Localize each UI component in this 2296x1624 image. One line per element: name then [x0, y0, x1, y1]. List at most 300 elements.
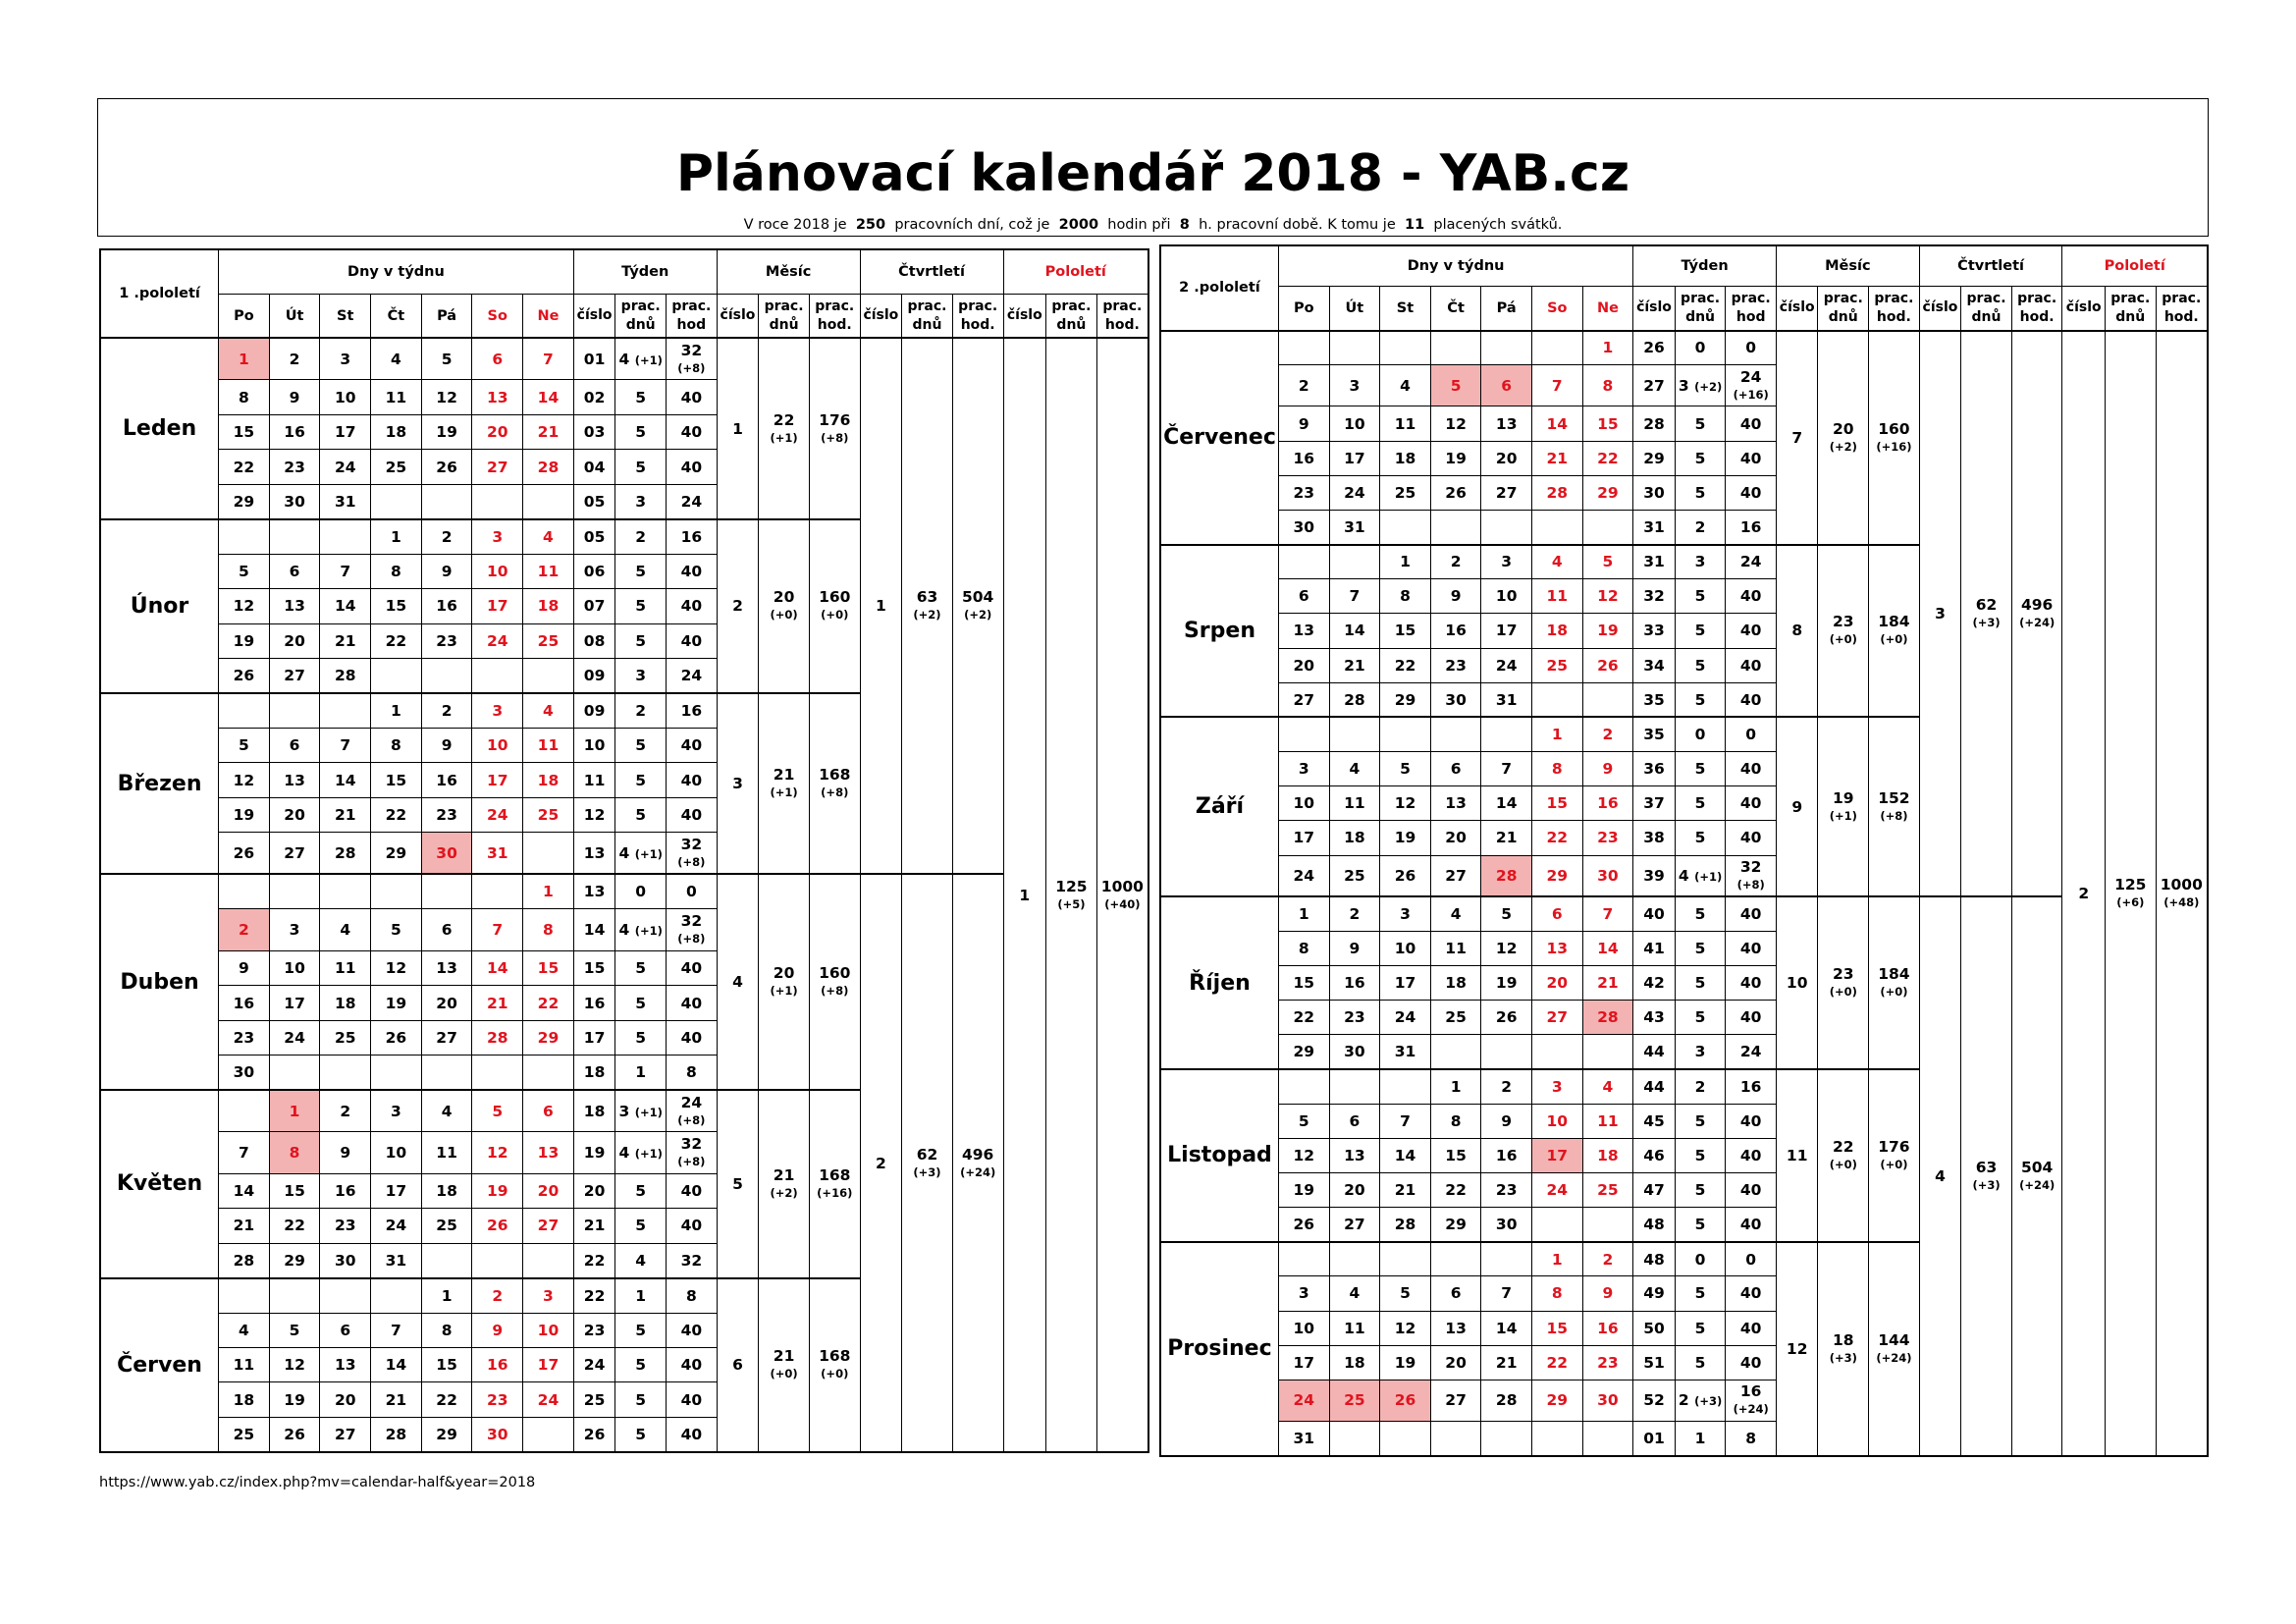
day-cell: 8	[1278, 931, 1329, 965]
week-work-hours: 40	[1726, 406, 1777, 441]
week-work-days: 5	[1675, 1138, 1726, 1172]
day-cell: 17	[1278, 1345, 1329, 1380]
month-work-days	[759, 874, 810, 1090]
month-name: Listopad	[1160, 1069, 1278, 1242]
day-cell: 27	[1278, 682, 1329, 717]
quarter-work-hours-value: 496	[2020, 595, 2054, 614]
day-cell	[523, 659, 574, 693]
day-cell: 12	[1278, 1138, 1329, 1172]
day-cell	[1481, 331, 1532, 365]
day-cell: 6	[1430, 752, 1481, 786]
month-work-days-value: 21	[773, 1165, 795, 1184]
day-cell: 23	[472, 1382, 523, 1417]
day-cell: 10	[1380, 931, 1431, 965]
week-work-hours: 40	[1726, 1138, 1777, 1172]
header-work-hours: prac. hod.	[809, 294, 860, 338]
week-number: 28	[1633, 406, 1676, 441]
day-cell	[1582, 510, 1633, 544]
day-cell: 7	[472, 909, 523, 951]
day-cell: 3	[472, 519, 523, 554]
quarter-work-hours-delta: (+2)	[964, 608, 992, 623]
month-work-days-value: 22	[773, 410, 795, 429]
day-cell	[523, 833, 574, 875]
day-cell: 23	[1582, 1345, 1633, 1380]
week-work-days-delta: (+3)	[1694, 1394, 1723, 1409]
week-work-days: 5	[1675, 752, 1726, 786]
day-cell: 25	[1329, 1380, 1380, 1421]
day-cell: 18	[523, 763, 574, 797]
day-cell	[219, 519, 270, 554]
day-cell	[1532, 1422, 1583, 1456]
day-cell: 19	[219, 797, 270, 832]
header-day-name: Út	[269, 294, 320, 338]
week-number: 15	[573, 950, 615, 985]
week-work-hours: 40	[667, 763, 718, 797]
day-cell: 16	[1430, 614, 1481, 648]
day-cell: 20	[1329, 1172, 1380, 1207]
day-cell: 25	[523, 623, 574, 658]
day-cell: 30	[421, 833, 472, 875]
day-cell: 20	[1430, 821, 1481, 855]
day-cell: 24	[1481, 648, 1532, 682]
day-cell: 30	[1329, 1035, 1380, 1069]
month-work-days-value: 23	[1832, 613, 1854, 631]
day-cell: 17	[1278, 821, 1329, 855]
day-cell: 16	[472, 1348, 523, 1382]
month-work-hours-delta: (+0)	[1880, 985, 1908, 1000]
day-cell	[1380, 1422, 1431, 1456]
day-cell	[1278, 717, 1329, 751]
month-work-days-value: 20	[773, 588, 795, 607]
day-cell	[523, 1243, 574, 1277]
day-cell	[219, 1278, 270, 1313]
day-cell: 18	[219, 1382, 270, 1417]
week-number: 48	[1633, 1242, 1676, 1276]
header-number: číslo	[1003, 294, 1046, 338]
day-cell	[1329, 331, 1380, 365]
day-cell: 25	[1380, 475, 1431, 510]
quarter-work-days-delta: (+3)	[913, 1164, 941, 1179]
week-work-hours: 40	[667, 1348, 718, 1382]
day-cell: 17	[472, 589, 523, 623]
week-work-days: 5	[1675, 931, 1726, 965]
day-cell: 21	[1532, 441, 1583, 475]
day-cell: 20	[1532, 966, 1583, 1001]
day-cell: 12	[219, 589, 270, 623]
day-cell: 19	[1380, 1345, 1431, 1380]
week-number: 34	[1633, 648, 1676, 682]
quarter-work-days-delta: (+3)	[1972, 615, 2001, 629]
day-cell: 28	[1532, 475, 1583, 510]
day-cell: 28	[523, 450, 574, 484]
month-work-days-value: 19	[1832, 788, 1854, 807]
day-cell: 8	[219, 380, 270, 414]
day-cell: 25	[1582, 1172, 1633, 1207]
day-cell: 3	[1329, 365, 1380, 406]
day-cell: 2	[1278, 365, 1329, 406]
quarter-work-hours-delta: (+24)	[2019, 1178, 2056, 1193]
quarter-work-days-delta: (+2)	[913, 608, 941, 623]
week-work-days-value: 2	[1678, 1391, 1689, 1410]
day-cell: 20	[1278, 648, 1329, 682]
month-work-days-value: 20	[773, 964, 795, 983]
header-work-days: prac. dnů	[759, 294, 810, 338]
week-work-hours: 16	[667, 693, 718, 728]
day-cell: 9	[421, 729, 472, 763]
day-cell	[219, 874, 270, 908]
day-cell: 19	[219, 623, 270, 658]
week-work-hours-value: 32	[1739, 857, 1762, 876]
day-cell: 5	[1380, 752, 1431, 786]
week-number: 36	[1633, 752, 1676, 786]
day-cell: 1	[1582, 331, 1633, 365]
week-number: 13	[573, 833, 615, 875]
week-number: 41	[1633, 931, 1676, 965]
day-cell: 15	[1430, 1138, 1481, 1172]
header-quarter: Čtvrtletí	[1919, 245, 2062, 287]
day-cell: 5	[1481, 896, 1532, 931]
half-work-hours-value: 1000	[2160, 875, 2203, 893]
day-cell: 26	[219, 659, 270, 693]
month-work-days-value: 22	[1832, 1137, 1854, 1156]
day-cell	[472, 874, 523, 908]
week-number: 46	[1633, 1138, 1676, 1172]
month-number: 9	[1776, 717, 1818, 896]
day-cell: 15	[1582, 406, 1633, 441]
day-cell: 4	[523, 519, 574, 554]
month-work-days-value: 21	[773, 1347, 795, 1366]
quarter-work-hours	[952, 338, 1003, 874]
day-cell: 3	[1278, 752, 1329, 786]
day-cell: 29	[421, 1417, 472, 1452]
month-work-days	[759, 1278, 810, 1452]
day-cell: 6	[1481, 365, 1532, 406]
day-cell: 19	[1430, 441, 1481, 475]
quarter-work-hours-delta: (+24)	[2019, 615, 2056, 629]
day-cell: 16	[1278, 441, 1329, 475]
week-work-days: 5	[615, 950, 667, 985]
week-number: 48	[1633, 1208, 1676, 1242]
half-label: 1 .pololetí	[100, 249, 219, 338]
day-cell	[371, 874, 422, 908]
day-cell: 1	[523, 874, 574, 908]
day-cell: 16	[1582, 1311, 1633, 1345]
month-work-days-delta: (+0)	[770, 608, 798, 623]
week-work-days-delta: (+1)	[634, 924, 663, 939]
day-cell: 2	[1582, 1242, 1633, 1276]
header-work-days: prac. dnů	[1046, 294, 1097, 338]
header-quarter: Čtvrtletí	[860, 249, 1003, 294]
week-number: 25	[573, 1382, 615, 1417]
day-cell: 2	[1481, 1069, 1532, 1104]
week-work-hours: 8	[667, 1278, 718, 1313]
day-cell: 7	[219, 1132, 270, 1174]
month-work-days	[1818, 545, 1869, 718]
week-work-hours: 40	[667, 623, 718, 658]
day-cell: 8	[523, 909, 574, 951]
week-work-days: 5	[615, 1020, 667, 1055]
week-number: 08	[573, 623, 615, 658]
day-cell	[1329, 545, 1380, 579]
day-cell: 29	[1380, 682, 1431, 717]
week-work-days: 5	[615, 986, 667, 1020]
day-cell: 13	[269, 589, 320, 623]
day-cell: 24	[1380, 1001, 1431, 1035]
month-work-hours-delta: (+0)	[1880, 1157, 1908, 1171]
month-work-hours-delta: (+8)	[821, 430, 849, 445]
day-cell: 13	[1532, 931, 1583, 965]
day-cell: 16	[1481, 1138, 1532, 1172]
month-number: 2	[717, 519, 759, 693]
week-work-hours: 24	[1726, 1035, 1777, 1069]
day-cell: 1	[1430, 1069, 1481, 1104]
day-cell: 8	[1430, 1104, 1481, 1138]
day-cell: 10	[269, 950, 320, 985]
month-work-days-delta: (+2)	[770, 1185, 798, 1200]
day-cell: 23	[1278, 475, 1329, 510]
day-cell: 14	[1329, 614, 1380, 648]
day-cell: 11	[320, 950, 371, 985]
day-cell: 2	[421, 693, 472, 728]
month-work-days-delta: (+2)	[1829, 439, 1857, 454]
day-cell: 18	[320, 986, 371, 1020]
week-work-hours: 24	[667, 659, 718, 693]
day-cell: 28	[320, 659, 371, 693]
week-work-days	[1675, 855, 1726, 896]
day-cell: 27	[523, 1209, 574, 1243]
day-cell: 9	[1481, 1104, 1532, 1138]
day-cell: 17	[472, 763, 523, 797]
day-cell: 3	[1380, 896, 1431, 931]
day-cell: 10	[1532, 1104, 1583, 1138]
day-cell: 21	[320, 797, 371, 832]
day-cell: 22	[371, 797, 422, 832]
month-number: 1	[717, 338, 759, 518]
day-cell: 17	[1481, 614, 1532, 648]
day-cell: 17	[1380, 966, 1431, 1001]
day-cell: 24	[1278, 1380, 1329, 1421]
quarter-work-hours	[2011, 331, 2062, 897]
week-work-days: 5	[1675, 966, 1726, 1001]
day-cell: 15	[269, 1173, 320, 1208]
day-cell: 18	[1380, 441, 1431, 475]
day-cell	[1278, 331, 1329, 365]
day-cell: 15	[1380, 614, 1431, 648]
week-work-days: 5	[1675, 1276, 1726, 1311]
half-work-days	[2105, 331, 2156, 1456]
header-number: číslo	[860, 294, 902, 338]
quarter-number: 2	[860, 874, 902, 1452]
day-cell: 3	[1278, 1276, 1329, 1311]
day-cell: 30	[472, 1417, 523, 1452]
week-work-hours-delta: (+8)	[677, 932, 706, 947]
day-cell	[1380, 510, 1431, 544]
summary-text: h. pracovní době. K tomu je	[1199, 217, 1396, 233]
day-cell: 27	[269, 659, 320, 693]
day-cell: 11	[371, 380, 422, 414]
week-number: 38	[1633, 821, 1676, 855]
quarter-work-hours-value: 496	[961, 1145, 994, 1164]
day-cell: 18	[1329, 821, 1380, 855]
month-name: Leden	[100, 338, 219, 518]
week-work-days: 2	[615, 519, 667, 554]
day-cell: 2	[472, 1278, 523, 1313]
week-work-hours-delta: (+8)	[1736, 877, 1765, 892]
day-cell: 16	[1582, 786, 1633, 821]
quarter-work-days-value: 63	[1975, 1159, 1998, 1177]
day-cell: 9	[421, 554, 472, 588]
day-cell: 9	[1582, 752, 1633, 786]
day-cell: 2	[320, 1090, 371, 1132]
week-work-hours: 40	[1726, 1345, 1777, 1380]
day-cell: 16	[269, 414, 320, 449]
day-cell: 14	[1532, 406, 1583, 441]
week-work-hours-value: 32	[680, 1134, 703, 1153]
header-days-in-week: Dny v týdnu	[219, 249, 574, 294]
day-cell	[1582, 682, 1633, 717]
week-work-hours: 40	[1726, 966, 1777, 1001]
week-work-hours	[667, 338, 718, 380]
day-cell: 18	[421, 1173, 472, 1208]
header-day-name: Ne	[523, 294, 574, 338]
week-number: 05	[573, 484, 615, 518]
half-work-days-value: 125	[1055, 877, 1088, 895]
day-cell: 25	[219, 1417, 270, 1452]
week-work-hours: 40	[1726, 821, 1777, 855]
day-cell: 25	[523, 797, 574, 832]
week-work-hours: 40	[1726, 896, 1777, 931]
day-cell: 21	[1582, 966, 1633, 1001]
week-work-days-value: 4	[618, 843, 630, 862]
month-number: 11	[1776, 1069, 1818, 1242]
week-work-days: 5	[615, 1348, 667, 1382]
day-cell: 6	[472, 338, 523, 380]
day-cell: 18	[1430, 966, 1481, 1001]
week-number: 17	[573, 1020, 615, 1055]
day-cell	[421, 484, 472, 518]
day-cell: 23	[1329, 1001, 1380, 1035]
header-number: číslo	[2062, 287, 2106, 331]
quarter-number: 4	[1919, 896, 1961, 1456]
day-cell: 24	[523, 1382, 574, 1417]
day-cell	[269, 1056, 320, 1090]
day-cell	[523, 1056, 574, 1090]
week-number: 52	[1633, 1380, 1676, 1421]
day-cell: 20	[421, 986, 472, 1020]
header-day-name: Čt	[371, 294, 422, 338]
month-work-hours-value: 168	[819, 1347, 851, 1366]
week-work-hours-delta: (+8)	[677, 1112, 706, 1127]
day-cell: 1	[1532, 717, 1583, 751]
day-cell	[320, 693, 371, 728]
month-number: 8	[1776, 545, 1818, 718]
day-cell: 14	[371, 1348, 422, 1382]
day-cell: 11	[523, 554, 574, 588]
quarter-work-days-value: 63	[916, 588, 938, 607]
week-work-hours: 16	[1726, 1069, 1777, 1104]
day-cell	[1430, 1035, 1481, 1069]
half-label: 2 .pololetí	[1160, 245, 1278, 331]
month-work-days-value: 21	[773, 766, 795, 785]
day-cell: 16	[421, 763, 472, 797]
day-cell: 4	[1582, 1069, 1633, 1104]
day-cell: 26	[472, 1209, 523, 1243]
day-cell: 1	[371, 693, 422, 728]
day-cell: 4	[421, 1090, 472, 1132]
day-cell: 16	[219, 986, 270, 1020]
header-number: číslo	[573, 294, 615, 338]
header-day-name: Po	[1278, 287, 1329, 331]
day-cell: 9	[1430, 579, 1481, 614]
header-work-hours: prac. hod	[667, 294, 718, 338]
day-cell: 30	[1430, 682, 1481, 717]
day-cell: 5	[421, 338, 472, 380]
day-cell: 27	[472, 450, 523, 484]
day-cell: 27	[1430, 1380, 1481, 1421]
day-cell: 18	[371, 414, 422, 449]
day-cell	[269, 693, 320, 728]
day-cell: 14	[523, 380, 574, 414]
week-work-hours: 0	[667, 874, 718, 908]
day-cell: 15	[523, 950, 574, 985]
week-number: 45	[1633, 1104, 1676, 1138]
week-number: 07	[573, 589, 615, 623]
day-cell: 1	[219, 338, 270, 380]
week-work-hours: 40	[1726, 682, 1777, 717]
day-cell: 8	[1380, 579, 1431, 614]
day-cell: 13	[1430, 1311, 1481, 1345]
day-cell: 23	[421, 623, 472, 658]
day-cell: 10	[472, 554, 523, 588]
quarter-number: 3	[1919, 331, 1961, 897]
week-work-hours: 40	[667, 1313, 718, 1347]
day-cell: 29	[1532, 855, 1583, 896]
day-cell: 21	[1481, 821, 1532, 855]
day-cell: 30	[1278, 510, 1329, 544]
header-day-name: St	[320, 294, 371, 338]
day-cell: 30	[320, 1243, 371, 1277]
day-cell: 11	[219, 1348, 270, 1382]
week-work-days: 5	[1675, 406, 1726, 441]
week-work-days-value: 4	[1678, 866, 1689, 885]
month-work-days	[759, 1090, 810, 1277]
day-cell: 26	[1582, 648, 1633, 682]
day-cell: 4	[1532, 545, 1583, 579]
day-cell	[1329, 1422, 1380, 1456]
week-work-days: 5	[615, 797, 667, 832]
day-cell	[1430, 510, 1481, 544]
week-number: 22	[573, 1243, 615, 1277]
day-cell: 17	[269, 986, 320, 1020]
day-cell: 12	[371, 950, 422, 985]
day-cell	[1278, 1069, 1329, 1104]
week-work-days: 5	[1675, 1001, 1726, 1035]
week-number: 01	[1633, 1422, 1676, 1456]
month-work-days	[1818, 1242, 1869, 1456]
week-work-days: 4	[615, 1243, 667, 1277]
month-work-days-delta: (+1)	[770, 430, 798, 445]
day-cell: 11	[1380, 406, 1431, 441]
day-cell: 6	[1278, 579, 1329, 614]
day-cell: 14	[472, 950, 523, 985]
day-cell: 15	[371, 589, 422, 623]
day-cell: 21	[523, 414, 574, 449]
day-cell: 13	[1278, 614, 1329, 648]
week-work-hours-value: 24	[1739, 367, 1762, 386]
month-name: Září	[1160, 717, 1278, 896]
week-work-days: 5	[1675, 786, 1726, 821]
day-cell: 24	[472, 797, 523, 832]
